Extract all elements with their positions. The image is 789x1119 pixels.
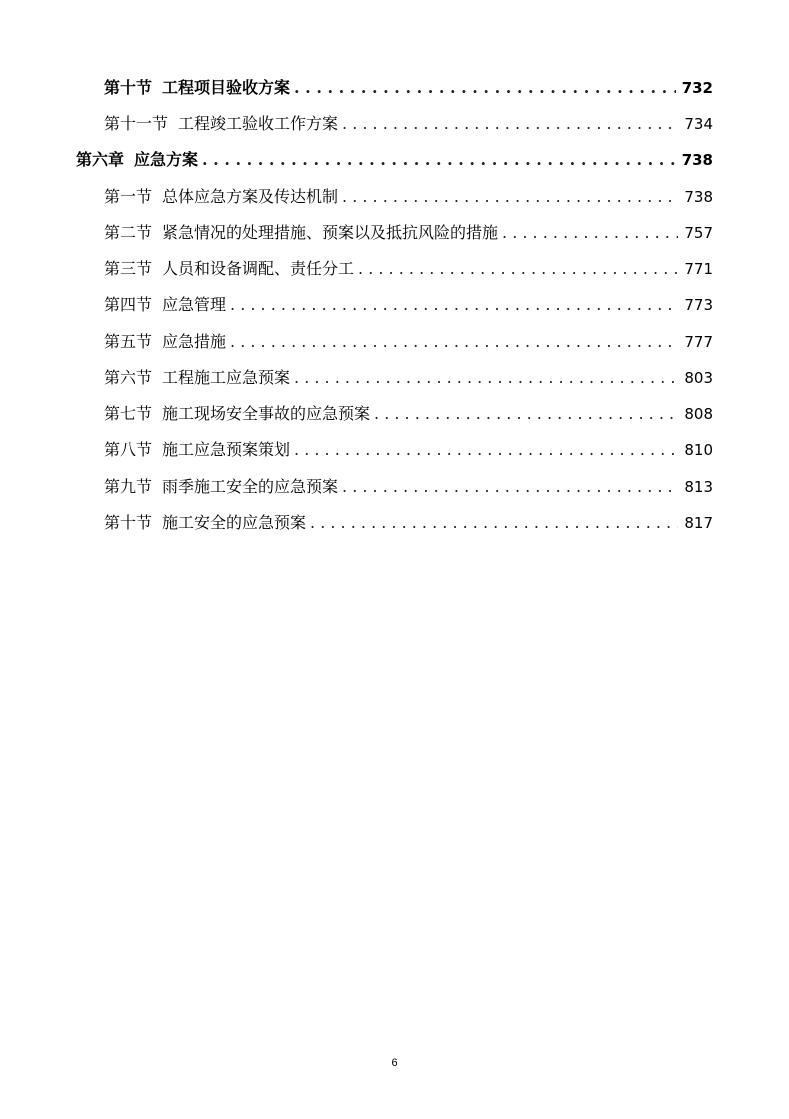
toc-dot-leader [202, 150, 676, 170]
toc-dot-leader [358, 259, 678, 279]
toc-entry-number: 第五节 [104, 332, 153, 351]
toc-entry[interactable] [104, 404, 713, 424]
toc-entry[interactable] [104, 187, 713, 207]
toc-entry-title: 施工应急预案策划 [162, 440, 291, 459]
toc-dot-leader [294, 368, 678, 388]
toc-entry[interactable] [104, 440, 713, 460]
toc-entry-title: 雨季施工安全的应急预案 [162, 477, 339, 496]
toc-dot-leader [230, 332, 678, 352]
toc-dot-leader [230, 295, 678, 315]
toc-entry-title: 施工安全的应急预案 [162, 513, 307, 532]
toc-entry[interactable] [104, 368, 713, 388]
toc-entry[interactable] [104, 477, 713, 497]
toc-entry-page: 817 [684, 514, 713, 532]
toc-entry-title: 应急措施 [162, 332, 227, 351]
toc-dot-leader [342, 187, 678, 207]
toc-entry-number: 第十节 [104, 513, 153, 532]
toc-entry-number: 第六章 [76, 150, 125, 169]
toc-entry-page: 810 [684, 441, 713, 459]
toc-entry-number: 第八节 [104, 440, 153, 459]
toc-dot-leader [294, 78, 676, 98]
toc-entry-page: 738 [684, 188, 713, 206]
toc-entry-title: 工程施工应急预案 [162, 368, 291, 387]
toc-entry-title: 施工现场安全事故的应急预案 [162, 404, 371, 423]
page-number: 6 [391, 1057, 398, 1069]
toc-entry-title: 总体应急方案及传达机制 [162, 187, 339, 206]
toc-entry-number: 第三节 [104, 259, 153, 278]
toc-dot-leader [342, 114, 678, 134]
toc-entry-title: 人员和设备调配、责任分工 [162, 259, 355, 278]
toc-entry-number: 第十一节 [104, 114, 169, 133]
toc-entry[interactable] [104, 78, 713, 98]
toc-dot-leader [310, 513, 678, 533]
toc-entry-title: 紧急情况的处理措施、预案以及抵抗风险的措施 [162, 223, 499, 242]
toc-entry[interactable] [104, 114, 713, 134]
toc-entry-number: 第一节 [104, 187, 153, 206]
toc-entry-title: 工程项目验收方案 [162, 78, 291, 97]
toc-entry-title: 应急方案 [134, 150, 199, 169]
toc-entry-page: 734 [684, 115, 713, 133]
toc-chapter-entry[interactable] [76, 150, 713, 170]
toc-entry-title: 工程竣工验收工作方案 [178, 114, 339, 133]
toc-entry-number: 第七节 [104, 404, 153, 423]
toc-dot-leader [502, 223, 678, 243]
toc-dot-leader [342, 477, 678, 497]
toc-entry-number: 第六节 [104, 368, 153, 387]
toc-entry-page: 813 [684, 478, 713, 496]
toc-entry[interactable] [104, 513, 713, 533]
toc-dot-leader [294, 440, 678, 460]
toc-entry-page: 732 [681, 79, 713, 97]
toc-entry-number: 第四节 [104, 295, 153, 314]
toc-entry[interactable] [104, 295, 713, 315]
toc-entry-page: 803 [684, 369, 713, 387]
toc-entry-number: 第十节 [104, 78, 153, 97]
toc-entry-page: 757 [684, 224, 713, 242]
toc-entry[interactable] [104, 259, 713, 279]
toc-entry-page: 771 [684, 260, 713, 278]
toc-entry-number: 第二节 [104, 223, 153, 242]
toc-entry-page: 777 [684, 333, 713, 351]
toc-entry-page: 773 [684, 296, 713, 314]
toc-entry-title: 应急管理 [162, 295, 227, 314]
toc-entry-number: 第九节 [104, 477, 153, 496]
toc-dot-leader [374, 404, 678, 424]
toc-entry-page: 808 [684, 405, 713, 423]
toc-entry[interactable] [104, 332, 713, 352]
toc-entry[interactable] [104, 223, 713, 243]
toc-entry-page: 738 [681, 151, 713, 169]
table-of-contents [0, 0, 789, 540]
